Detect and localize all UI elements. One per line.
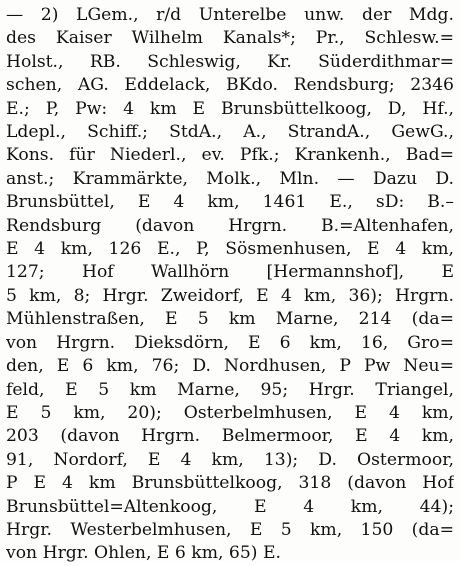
- entry-line: schen, AG. Eddelack, BKdo. Rendsburg; 2346: [6, 75, 454, 96]
- entry-line: Brunsbüttel, E 4 km, 1461 E., sD: B.–: [6, 192, 454, 213]
- entry-line: Hrgr. Westerbelmhusen, E 5 km, 150 (da=: [6, 519, 454, 540]
- entry-line: 203 (davon Hrgrn. Belmermoor, E 4 km,: [6, 426, 454, 447]
- entry-line: Ldepl., Schiff.; StdA., A., StrandA., GewG.,: [6, 122, 454, 143]
- entry-line: 91, Nordorf, E 4 km, 13); D. Ostermoor,: [6, 449, 454, 470]
- entry-line: 127; Hof Wallhörn [Hermannshof], E: [6, 262, 454, 283]
- entry-line: von Hrgrn. Dieksdörn, E 6 km, 16, Gro=: [6, 332, 454, 353]
- entry-line: Kons. für Niederl., ev. Pfk.; Krankenh., Bad=: [6, 145, 454, 166]
- entry-line: den, E 6 km, 76; D. Nordhusen, P Pw Neu=: [6, 356, 454, 377]
- entry-line: P E 4 km Brunsbüttelkoog, 318 (davon Hof: [6, 473, 454, 494]
- entry-line: von Hrgr. Ohlen, E 6 km, 65) E.: [6, 543, 281, 564]
- entry-line: 5 km, 8; Hrgr. Zweidorf, E 4 km, 36); Hrgrn.: [6, 285, 454, 306]
- entry-line: Rendsburg (davon Hrgrn. B.=Altenhafen,: [6, 215, 454, 236]
- entry-line: E 5 km, 20); Osterbelmhusen, E 4 km,: [6, 402, 454, 423]
- gazetteer-entry: [6, 4, 454, 566]
- entry-line: anst.; Krammärkte, Molk., Mln. — Dazu D.: [6, 168, 454, 189]
- entry-line: — 2) LGem., r/d Unterelbe unw. der Mdg.: [6, 5, 454, 25]
- entry-line: E.; P, Pw: 4 km E Brunsbüttelkoog, D, Hf.,: [6, 98, 454, 119]
- entry-line: des Kaiser Wilhelm Kanals*; Pr., Schlesw.=: [6, 28, 454, 49]
- entry-line: Mühlenstraßen, E 5 km Marne, 214 (da=: [6, 309, 454, 330]
- entry-line: Holst., RB. Schleswig, Kr. Süderdithmar=: [6, 51, 454, 72]
- entry-line: feld, E 5 km Marne, 95; Hrgr. Triangel,: [6, 379, 454, 400]
- entry-line: E 4 km, 126 E., P, Sösmenhusen, E 4 km,: [6, 239, 454, 260]
- entry-line: Brunsbüttel=Altenkoog, E 4 km, 44);: [6, 496, 454, 517]
